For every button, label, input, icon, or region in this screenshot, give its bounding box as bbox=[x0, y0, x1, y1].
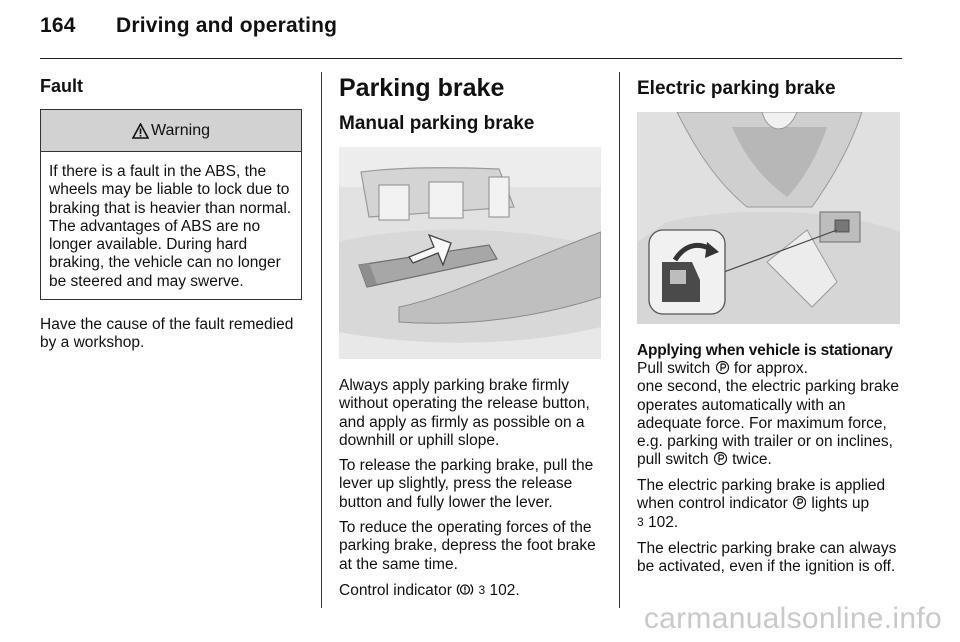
fault-heading: Fault bbox=[40, 76, 83, 96]
page-header bbox=[40, 14, 337, 38]
twice-text: twice. bbox=[732, 451, 772, 469]
stationary-subheading: Applying when vehicle is stationary bbox=[637, 342, 893, 359]
electric-parking-brake-illustration bbox=[637, 112, 900, 324]
electric-brake-title: Electric parking brake bbox=[637, 78, 836, 99]
manual-brake-subtitle: Manual parking brake bbox=[339, 113, 535, 134]
manual-brake-p1: Always apply parking brake firmly without operating the release button, and apply as firmly as possible on a downhill or uphill slope. bbox=[339, 377, 590, 449]
manual-brake-p2: To release the parking brake, pull the lever up slightly, press the release button and fully lower the lever. bbox=[339, 457, 594, 511]
column-fault bbox=[40, 72, 302, 360]
page-number: 164 bbox=[40, 14, 76, 37]
column-divider bbox=[619, 72, 620, 608]
warning-text: If there is a fault in the ABS, the wheels may be liable to lock due to braking that is heavier than normal. The advantages of ABS are no longer available. During hard braking, the vehicle can no longer be steered and may swerve. bbox=[49, 163, 292, 290]
warning-label: Warning bbox=[151, 121, 210, 139]
parking-brake-switch-icon bbox=[715, 360, 730, 375]
for-approx-text: for approx. bbox=[733, 360, 808, 377]
section-title: Driving and operating bbox=[116, 14, 338, 37]
parking-brake-title: Parking brake bbox=[339, 74, 505, 102]
cross-reference-icon: 3 bbox=[637, 515, 644, 530]
warning-triangle-icon bbox=[132, 123, 149, 139]
cross-reference-icon: 3 bbox=[478, 582, 486, 597]
watermark: carmanualsonline.info bbox=[643, 602, 942, 635]
electric-brake-p3: The electric parking brake can always be activated, even if the ignition is off. bbox=[637, 539, 897, 575]
warning-header bbox=[41, 110, 301, 152]
manual-brake-p4 bbox=[339, 581, 601, 600]
header-rule bbox=[40, 58, 902, 59]
indicator-prefix: Control indicator bbox=[339, 581, 452, 599]
warning-box bbox=[40, 109, 302, 300]
operation-text: one second, the electric parking brake operates automatically with an adequate force. For maximum force, e.g. parking with trailer or on inclines, pull switch bbox=[637, 378, 899, 469]
column-parking-brake bbox=[339, 72, 601, 607]
column-electric-brake bbox=[637, 72, 900, 583]
parking-brake-switch-icon bbox=[713, 451, 728, 466]
indicator-ref: 102. bbox=[648, 514, 679, 532]
electric-brake-p1 bbox=[637, 378, 900, 469]
fault-paragraph: Have the cause of the fault remedied by a workshop. bbox=[40, 316, 294, 352]
pull-switch-text: Pull switch bbox=[637, 360, 711, 377]
indicator-ref: 102. bbox=[489, 581, 520, 599]
parking-brake-indicator-icon bbox=[792, 495, 807, 510]
manual-brake-p3: To reduce the operating forces of the parking brake, depress the foot brake at the same time. bbox=[339, 519, 596, 573]
lights-up-text: lights up bbox=[811, 495, 870, 513]
electric-brake-p1a bbox=[637, 360, 900, 378]
applied-text: The electric parking brake is applied when control indicator bbox=[637, 476, 886, 513]
manual-parking-brake-illustration bbox=[339, 147, 601, 359]
brake-indicator-icon bbox=[456, 582, 474, 597]
column-divider bbox=[321, 72, 322, 608]
electric-brake-p2 bbox=[637, 477, 900, 533]
